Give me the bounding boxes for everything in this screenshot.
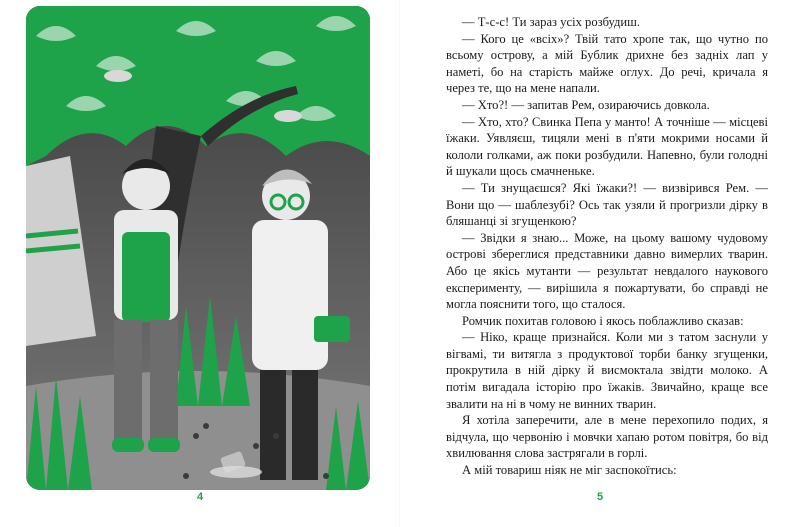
paragraph-8: — Ніко, краще признайся. Коли ми з татом заснули у вігвамі, ти витягла з продуктової торби банку згущенки, прокрутила в ній дірку й висмоктала звідти молоко. А потім вигадала історію про їжаків. Звичайно, краще все звалити на ні в чому не винних тварин.: [446, 330, 768, 411]
page-number-left: 4: [197, 491, 204, 503]
paragraph-6: — Звідки я знаю... Може, на цьому вашому чудовому острові збереглися представники давно вимерлих тварин. Або це якісь мутанти — результат невдалого наукового експерименту, — вирішила я пожартувати, бо справді не могла пояснити того, що сталося.: [446, 230, 768, 312]
bird-left: [104, 70, 132, 82]
paragraph-4: — Хто, хто? Свинка Пепа у манто! А точніше — місцеві їжаки. Уявляєш, тицяли мені в п'яти мокрими носами й кололи голками, аж поки розбудили. Напевно, були голодні й шукали щось смачненьке.: [446, 114, 768, 179]
page-number-right: 5: [597, 491, 604, 503]
paragraph-2: — Кого це «всіх»? Твій тато хропе так, що чутно по всьому острову, а мій Бублик дрихне без задніх лап у наметі, бо на старість майже оглух. До речі, кричала я через те, що на мене напали.: [446, 31, 768, 96]
forest-scene-illustration: [26, 6, 370, 490]
girl-leg-left: [114, 320, 142, 440]
boy-leg-right: [292, 370, 318, 480]
paragraph-10: А мій товариш ніяк не міг заспокоїтись:: [462, 463, 677, 478]
boy-bag: [314, 316, 350, 342]
boy-leg-left: [260, 370, 286, 480]
bird-right: [274, 110, 302, 122]
paragraph-3: — Хто?! — запитав Рем, озираючись довкола.: [462, 97, 710, 112]
right-page: [400, 0, 800, 527]
story-text: [446, 14, 768, 479]
paragraph-9: Я хотіла заперечити, але в мене перехопило подих, я відчула, що червонію і мовчки хапаю ротом повітря, бо від хвилювання слова застрягали в горлі.: [446, 413, 768, 461]
illustration-svg: [26, 6, 370, 490]
girl-leg-right: [150, 320, 178, 440]
girl-overalls: [122, 232, 170, 322]
girl-shoe-right: [148, 438, 180, 452]
spilled-milk: [210, 466, 262, 478]
girl-shoe-left: [112, 438, 144, 452]
boy-hoodie: [252, 220, 328, 370]
paragraph-1: — Т-с-с! Ти зараз усіх розбудиш.: [462, 15, 641, 29]
paragraph-5: — Ти знущаєшся? Які їжаки?! — визвірився Рем. — Вони що — шаблезубі? Ось так узяли й прогризли дірку в бляшанці зі згущенкою?: [446, 180, 768, 229]
paragraph-7: Ромчик похитав головою і якось поблажливо сказав:: [462, 313, 744, 328]
